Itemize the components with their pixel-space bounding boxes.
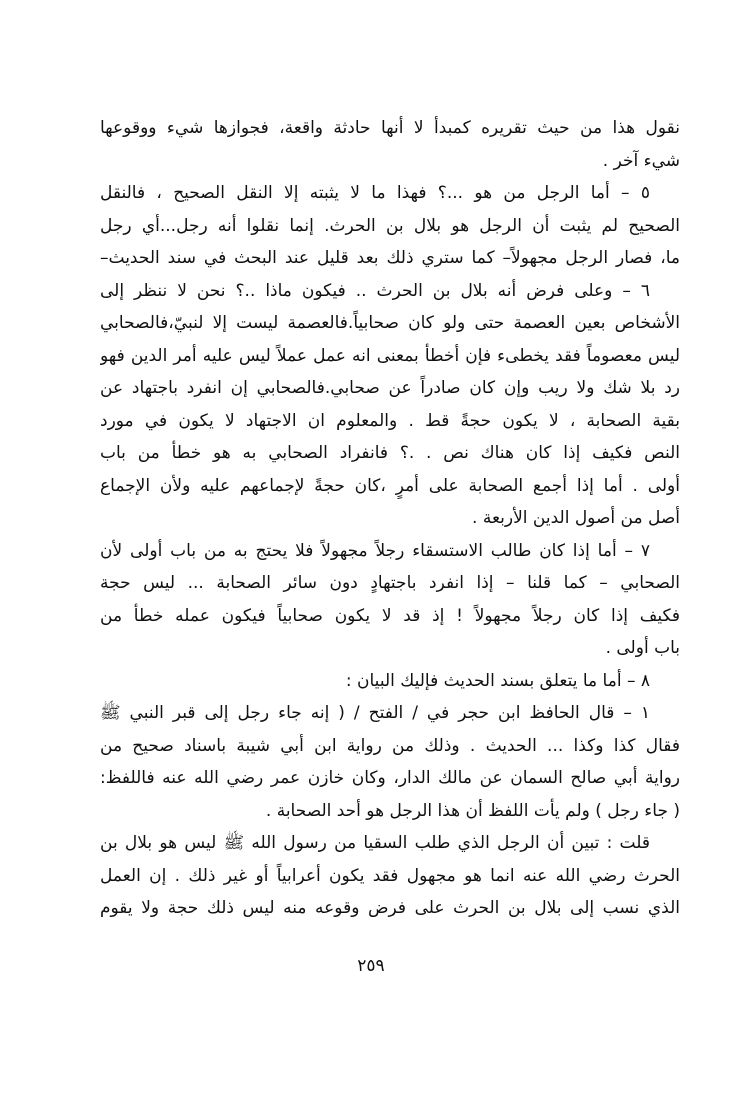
- text-line: بقية الصحابة ، لا يكون حجةً قط . والمعلوم ان الاجتهاد لا يكون في مورد: [100, 410, 680, 431]
- text-line: ما، فصار الرجل مجهولاً– كما ستري ذلك بعد قليل عند البحث في سند الحديث–: [100, 248, 680, 268]
- text-line: ١ – قال الحافظ ابن حجر في / الفتح / ( إنه جاء رجل إلى قبر النبي ﷺ: [100, 703, 650, 723]
- text-line: الحرث رضي الله عنه انما هو مجهول فقد يكون أعرابياً أو غير ذلك . إن العمل: [100, 865, 680, 886]
- text-line: رواية أبي صالح السمان عن مالك الدار، وكان خازن عمر رضي الله عنه فاللفظ:: [100, 768, 680, 788]
- text-line: رد بلا شك ولا ريب وإن كان صادراً عن صحابي.فالصحابي إن انفرد باجتهاد عن: [100, 378, 680, 398]
- text-line: فكيف إذا كان رجلاً مجهولاً ! إذ قد لا يكون صحابياً فيكون عمله خطأ من: [100, 605, 680, 626]
- text-line: الصحيح لم يثبت أن الرجل هو بلال بن الحرث. إنما نقلوا أنه رجل...أي رجل: [100, 215, 680, 236]
- text-line: ٨ – أما ما يتعلق بسند الحديث فإليك البيان :: [345, 670, 650, 691]
- text-line: ٦ – وعلى فرض أنه بلال بن الحرث .. فيكون ماذا ..؟ نحن لا ننظر إلى: [100, 280, 650, 301]
- body-text: [100, 112, 680, 925]
- text-line: ( جاء رجل ) ولم يأت اللفظ أن هذا الرجل هو أحد الصحابة .: [265, 800, 680, 821]
- text-line: ٧ – أما إذا كان طالب الاستسقاء رجلاً مجهولاً فلا يحتج به من باب أولى لأن: [100, 540, 650, 561]
- text-line: قلت : تبين أن الرجل الذي طلب السقيا من رسول الله ﷺ ليس هو بلال بن: [100, 833, 650, 853]
- text-line: باب أولى .: [605, 638, 680, 658]
- text-line: النص فكيف إذا كان هناك نص . .؟ فانفراد الصحابي به هو خطأ من باب: [100, 443, 680, 463]
- text-line: الذي نسب إلى بلال بن الحرث على فرض وقوعه منه ليس ذلك حجة ولا يقوم: [100, 898, 680, 918]
- text-line: فقال كذا وكذا ... الحديث . وذلك من رواية ابن أبي شيبة باسناد صحيح من: [100, 735, 680, 756]
- text-line: نقول هذا من حيث تقريره كمبدأ لا أنها حادثة واقعة، فجوازها شيء ووقوعها: [100, 118, 680, 138]
- text-line: الأشخاص بعين العصمة حتى ولو كان صحابياً.فالعصمة ليست إلا لنبيّ،فالصحابي: [100, 313, 680, 333]
- text-line: أصل من أصول الدين الأربعة .: [472, 508, 680, 528]
- text-line: أولى . أما إذا أجمع الصحابة على أمرٍ ،كان حجةً لإجماعهم عليه ولأن الإجماع: [100, 475, 680, 496]
- text-line: شيء آخر .: [602, 150, 680, 171]
- text-line: ٥ – أما الرجل من هو ...؟ فهذا ما لا يثبته إلا النقل الصحيح ، فالنقل: [100, 183, 650, 203]
- page-number: ٢٥٩: [357, 956, 385, 976]
- text-line: ليس معصوماً فقد يخطىء فإن أخطأ بمعنى انه عمل عملاً ليس عليه أمر الدين فهو: [100, 345, 680, 366]
- text-line: الصحابي – كما قلنا – إذا انفرد باجتهادٍ دون سائر الصحابة ... ليس حجة: [100, 573, 680, 593]
